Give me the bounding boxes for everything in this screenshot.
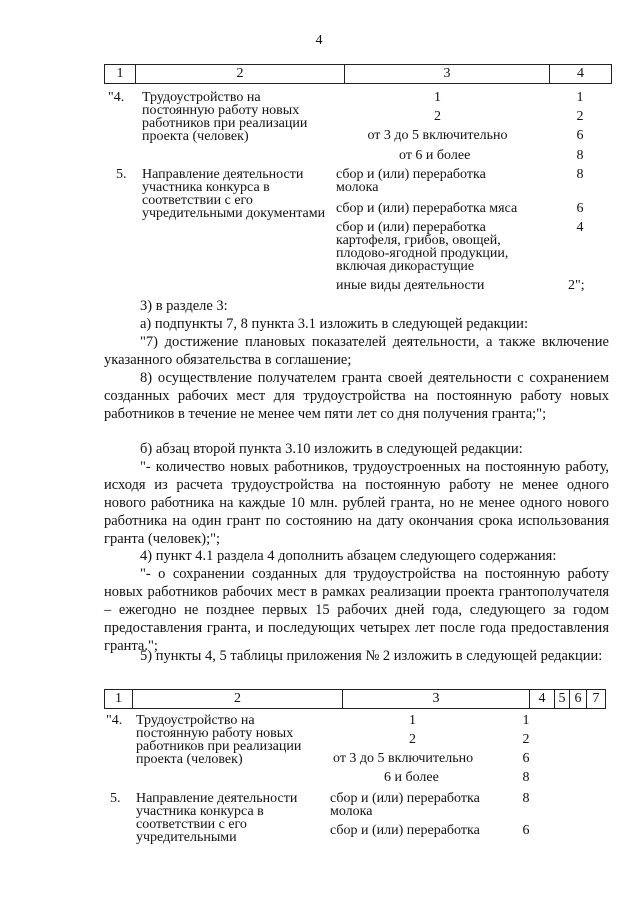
paragraph-section3: 3) в разделе 3: bbox=[140, 298, 228, 314]
paragraph-abzac-3-10: б) абзац второй пункта 3.10 изложить в следующей редакции: bbox=[140, 441, 523, 457]
table2-col1: 1 bbox=[105, 690, 133, 708]
table2-row5-crit-2: сбор и (или) переработка bbox=[330, 823, 480, 838]
page-number: 4 bbox=[315, 33, 323, 48]
table1-row4-pts-1: 1 bbox=[576, 90, 584, 105]
table2-row4-pts-1: 1 bbox=[522, 713, 530, 728]
paragraph-item-4-1: 4) пункт 4.1 раздела 4 дополнить абзацем следующего содержания: bbox=[140, 548, 557, 564]
table2-col2: 2 bbox=[133, 690, 343, 708]
table2-row4-name: Трудоустройство на постоянную работу новых работников при реализации проекта (человек) bbox=[136, 713, 302, 767]
table1-row5-pts-4: 2"; bbox=[568, 278, 585, 293]
paragraph-item7: "7) достижение плановых показателей деятельности, а также включение указанного обязательства в соглашение; bbox=[104, 334, 609, 368]
table1-row5-crit-3: сбор и (или) переработка картофеля, грибов, овощей, плодово-ягодной продукции, включая дикорастущие bbox=[336, 220, 509, 274]
table1-row5-pts-1: 8 bbox=[576, 167, 584, 182]
table1-row5-num: 5. bbox=[116, 167, 127, 182]
table2-row5-pts-1: 8 bbox=[522, 791, 530, 806]
table2-header bbox=[104, 689, 606, 709]
table1-row4-pts-4: 8 bbox=[576, 148, 584, 163]
table1-row4-crit-4: от 6 и более bbox=[399, 148, 471, 163]
table1-row5-name: Направление деятельности участника конкурса в соответствии с его учредительными документами bbox=[142, 167, 326, 221]
paragraph-keep-jobs: "- о сохранении созданных для трудоустройства на постоянную работу новых работников рабочих мест в рамках реализации проекта грантополучателя – ежегодно не позднее первых 15 рабочих дней года, следующего за годом предоставления гранта, и последующих четырех лет после года предоставления гранта."; bbox=[104, 566, 609, 654]
table1-col1: 1 bbox=[105, 65, 136, 83]
table2-row4-crit-1: 1 bbox=[409, 713, 416, 728]
table2-row4-pts-3: 6 bbox=[522, 751, 530, 766]
table1-row4-crit-2: 2 bbox=[434, 109, 441, 124]
table2-row5-name: Направление деятельности участника конкурса в соответствии с его учредительными bbox=[136, 791, 298, 845]
table1-col3: 3 bbox=[345, 65, 550, 83]
table1-row4-num: "4. bbox=[108, 90, 125, 105]
table2-row4-crit-4: 6 и более bbox=[384, 770, 439, 785]
table2-col5: 5 bbox=[555, 690, 570, 708]
table1-col4: 4 bbox=[577, 66, 584, 81]
table2-col7: 7 bbox=[592, 691, 600, 706]
table2-col4: 4 bbox=[530, 690, 555, 708]
table1-row5-pts-3: 4 bbox=[576, 220, 584, 235]
table1-row5-crit-4: иные виды деятельности bbox=[336, 278, 485, 293]
table1-row5-pts-2: 6 bbox=[576, 201, 584, 216]
table2-row4-pts-2: 2 bbox=[522, 732, 530, 747]
table1-row4-name: Трудоустройство на постоянную работу новых работников при реализации проекта (человек) bbox=[142, 90, 308, 144]
table2-row5-crit-1: сбор и (или) переработка молока bbox=[330, 791, 480, 819]
table1-row4-pts-3: 6 bbox=[576, 128, 584, 143]
table1-header bbox=[104, 64, 612, 84]
table2-row4-crit-3: от 3 до 5 включительно bbox=[333, 751, 474, 766]
table1-row4-pts-2: 2 bbox=[576, 109, 584, 124]
table2-row4-pts-4: 8 bbox=[522, 770, 530, 785]
table2-col3: 3 bbox=[343, 690, 530, 708]
paragraph-item8: 8) осуществление получателем гранта своей деятельности с сохранением созданных рабочих мест для трудоустройства на постоянную работу новых работников в течение не менее чем пяти лет со дня получения гранта;"; bbox=[104, 370, 609, 422]
table2-row4-crit-2: 2 bbox=[409, 732, 416, 747]
table1-col2: 2 bbox=[136, 65, 345, 83]
table1-row4-crit-1: 1 bbox=[434, 90, 441, 105]
table1-row4-crit-3: от 3 до 5 включительно bbox=[367, 128, 508, 143]
table1-row5-crit-1: сбор и (или) переработка молока bbox=[336, 167, 486, 195]
table1-row5-crit-2: сбор и (или) переработка мяса bbox=[336, 201, 518, 216]
table2-row5-num: 5. bbox=[110, 791, 121, 806]
paragraph-table-items: 5) пункты 4, 5 таблицы приложения № 2 изложить в следующей редакции: bbox=[140, 648, 603, 664]
table2-row5-pts-2: 6 bbox=[522, 823, 530, 838]
paragraph-new-workers: "- количество новых работников, трудоустроенных на постоянную работу, исходя из расчета трудоустройства на постоянную работу не менее одного нового работника на каждые 10 млн. рублей гранта, но не менее одного нового работника на один грант по состоянию на дату окончания срока использования гранта (человек);"; bbox=[104, 459, 609, 547]
table2-col6: 6 bbox=[570, 690, 587, 708]
paragraph-subitems-3-1: а) подпункты 7, 8 пункта 3.1 изложить в следующей редакции: bbox=[140, 316, 528, 332]
table2-row4-num: "4. bbox=[106, 713, 123, 728]
